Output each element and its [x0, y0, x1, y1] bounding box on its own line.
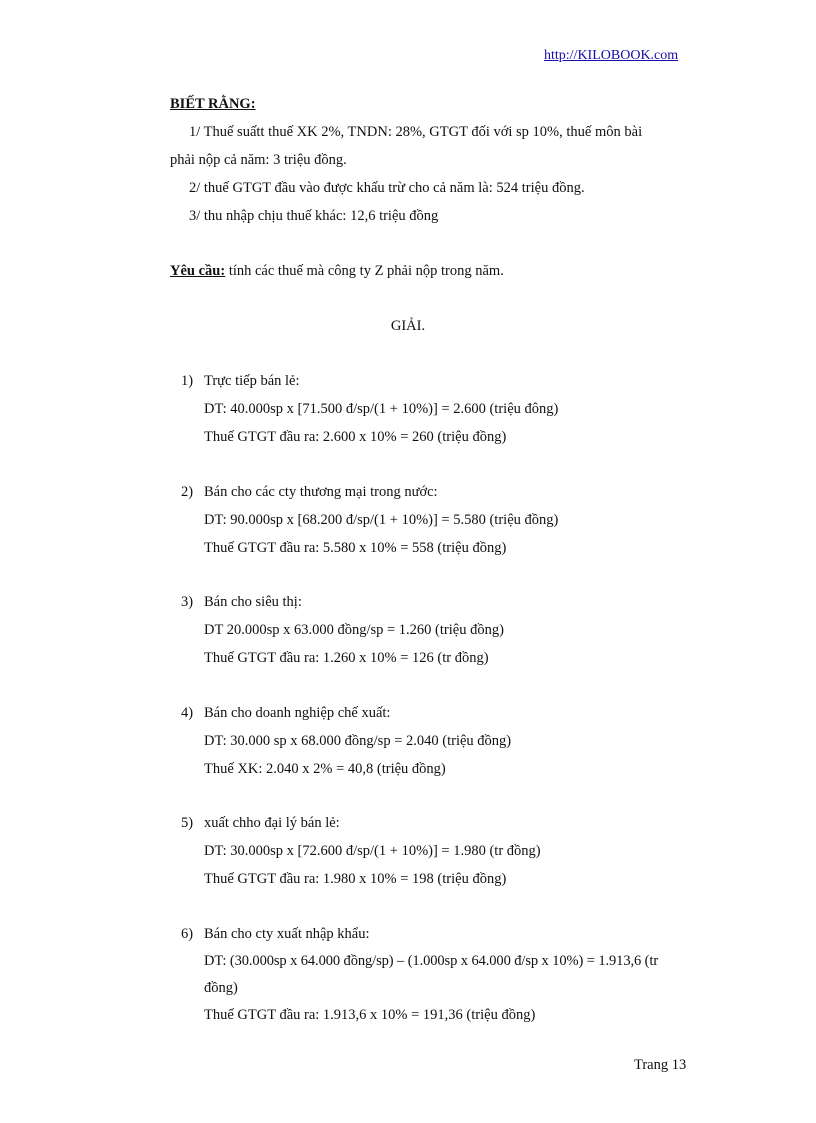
item-line: Thuế XK: 2.040 x 2% = 40,8 (triệu đồng): [204, 761, 446, 777]
item-line: Thuế GTGT đầu ra: 1.980 x 10% = 198 (triệu đồng): [204, 871, 507, 887]
item-number: 1): [181, 373, 194, 389]
known-line-1: 1/ Thuế suấtt thuế XK 2%, TNDN: 28%, GTGT đối với sp 10%, thuế môn bài: [189, 124, 643, 140]
request-text: tính các thuế mà công ty Z phải nộp trong năm.: [225, 263, 504, 279]
item-line: DT: 30.000sp x [72.600 đ/sp/(1 + 10%)] = 1.980 (tr đồng): [204, 843, 541, 859]
item-line: DT: 90.000sp x [68.200 đ/sp/(1 + 10%)] = 5.580 (triệu đồng): [204, 512, 559, 528]
item-number: 6): [181, 926, 194, 942]
item-line: DT 20.000sp x 63.000 đồng/sp = 1.260 (triệu đồng): [204, 622, 504, 638]
solution-title: GIẢI.: [390, 318, 426, 334]
known-heading: BIẾT RẰNG:: [170, 96, 256, 112]
item-line: Thuế GTGT đầu ra: 1.260 x 10% = 126 (tr đồng): [204, 650, 489, 666]
item-line: Thuế GTGT đầu ra: 1.913,6 x 10% = 191,36 (triệu đồng): [204, 1007, 536, 1023]
known-line-2: 2/ thuế GTGT đầu vào được khấu trừ cho cả năm là: 524 triệu đồng.: [189, 180, 585, 196]
item-title: Bán cho doanh nghiệp chế xuất:: [204, 705, 391, 721]
item-line: DT: 40.000sp x [71.500 đ/sp/(1 + 10%)] = 2.600 (triệu đông): [204, 401, 559, 417]
item-title: Bán cho cty xuất nhập khẩu:: [204, 926, 370, 942]
item-number: 3): [181, 594, 194, 610]
request-label: Yêu cầu:: [170, 263, 226, 279]
page-number: Trang 13: [634, 1057, 687, 1073]
item-number: 4): [181, 705, 194, 721]
header-link[interactable]: http://KILOBOOK.com: [544, 48, 679, 63]
request: [170, 263, 504, 280]
item-line-cont: đồng): [204, 980, 238, 996]
item-number: 2): [181, 484, 194, 500]
item-title: Trực tiếp bán lẻ:: [204, 373, 300, 389]
item-line: DT: (30.000sp x 64.000 đồng/sp) – (1.000sp x 64.000 đ/sp x 10%) = 1.913,6 (tr: [204, 953, 659, 969]
known-line-3: 3/ thu nhập chịu thuế khác: 12,6 triệu đồng: [189, 208, 439, 224]
known-line-1-cont: phải nộp cả năm: 3 triệu đồng.: [170, 152, 347, 168]
item-line: DT: 30.000 sp x 68.000 đồng/sp = 2.040 (triệu đồng): [204, 733, 512, 749]
item-title: xuất chho đại lý bán lẻ:: [204, 815, 340, 831]
item-title: Bán cho các cty thương mại trong nước:: [204, 484, 438, 500]
item-number: 5): [181, 815, 194, 831]
item-line: Thuế GTGT đầu ra: 2.600 x 10% = 260 (triệu đồng): [204, 429, 507, 445]
item-title: Bán cho siêu thị:: [204, 594, 302, 610]
item-line: Thuế GTGT đầu ra: 5.580 x 10% = 558 (triệu đồng): [204, 540, 507, 556]
